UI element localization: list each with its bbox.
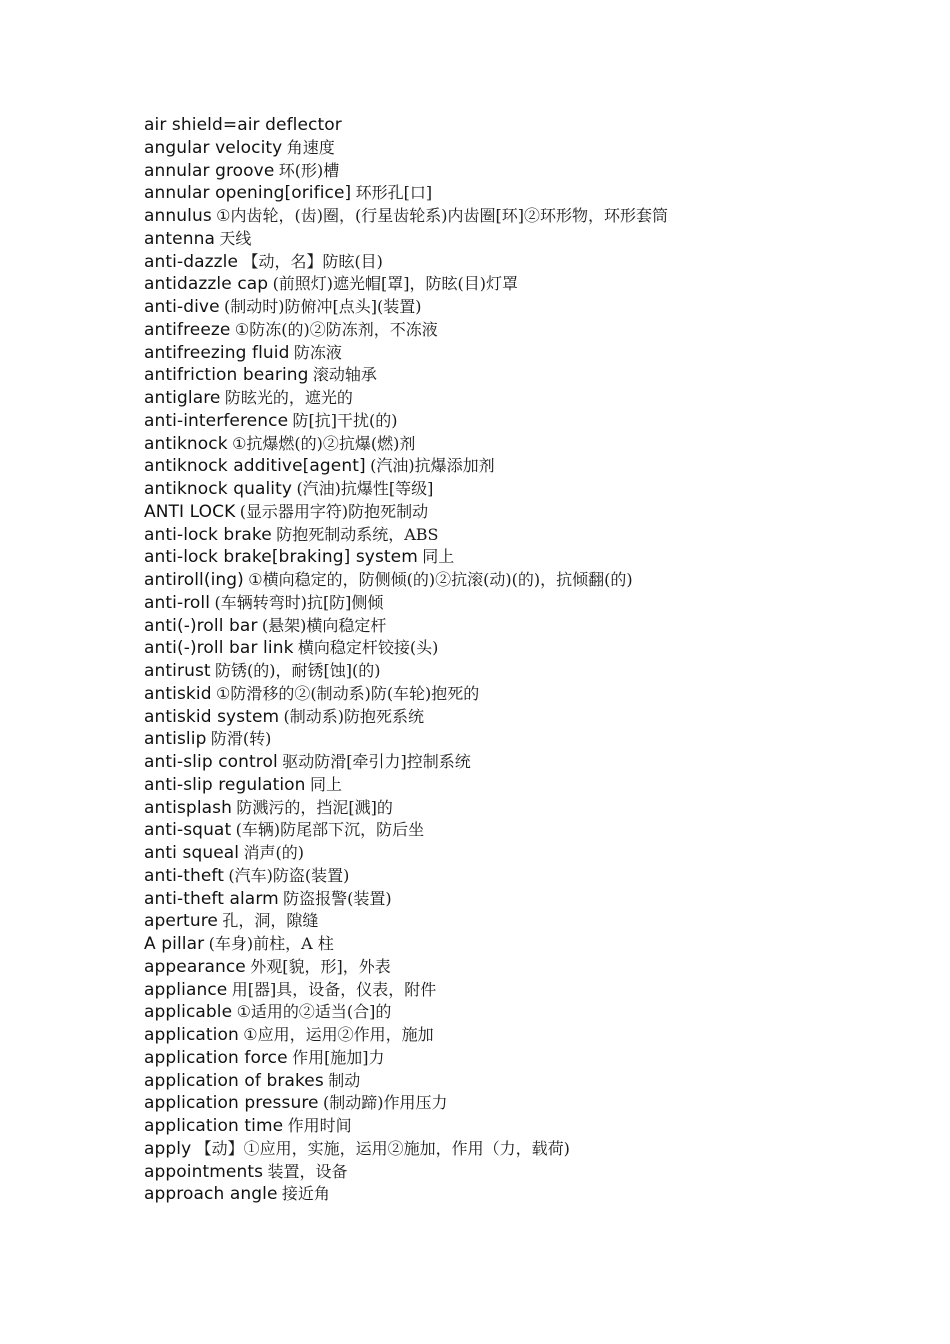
entry-definition: ①抗爆燃(的)②抗爆(燃)剂 bbox=[232, 433, 416, 453]
entry-definition: 角速度 bbox=[286, 137, 335, 157]
entry-definition: (车身)前柱，A 柱 bbox=[208, 934, 334, 953]
entry-term: application time bbox=[144, 1116, 284, 1136]
entry-definition: (汽油)抗爆添加剂 bbox=[370, 456, 495, 476]
glossary-list bbox=[144, 113, 924, 1205]
entry-term: annulus bbox=[144, 206, 212, 226]
entry-definition: 防抱死制动系统，ABS bbox=[276, 524, 439, 544]
entry-term: antifreeze bbox=[144, 319, 231, 340]
entry-term: anti-lock brake[braking] system bbox=[144, 547, 418, 568]
glossary-entry bbox=[144, 727, 924, 750]
glossary-entry bbox=[144, 568, 924, 591]
glossary-entry bbox=[144, 1023, 924, 1046]
entry-definition: ①横向稳定的，防侧倾(的)②抗滚(动)(的)，抗倾翻(的) bbox=[248, 570, 633, 589]
entry-definition: 作用时间 bbox=[287, 1116, 352, 1135]
glossary-entry bbox=[144, 955, 924, 978]
glossary-entry bbox=[144, 318, 924, 341]
glossary-entry bbox=[144, 136, 924, 159]
glossary-entry bbox=[144, 386, 924, 409]
entry-definition: 消声(的) bbox=[243, 843, 304, 862]
entry-term: antiglare bbox=[144, 388, 221, 408]
entry-term: antiskid bbox=[144, 683, 212, 704]
entry-term: antislip bbox=[144, 729, 207, 750]
glossary-entry bbox=[144, 1091, 924, 1114]
entry-definition: ①防滑移的②(制动系)防(车轮)抱死的 bbox=[215, 683, 480, 703]
entry-definition: 滚动轴承 bbox=[312, 365, 377, 385]
glossary-entry bbox=[144, 545, 924, 568]
entry-term: antifreezing fluid bbox=[144, 342, 290, 363]
glossary-entry bbox=[144, 272, 924, 295]
glossary-entry bbox=[144, 636, 924, 659]
entry-definition: ①防冻(的)②防冻剂，不冻液 bbox=[234, 319, 438, 339]
entry-definition: (显示器用字符)防抱死制动 bbox=[239, 501, 429, 521]
entry-definition: (汽油)抗爆性[等级] bbox=[296, 479, 434, 498]
glossary-entry bbox=[144, 454, 924, 477]
entry-definition: 用[器]具，设备，仪表，附件 bbox=[231, 979, 437, 999]
glossary-entry bbox=[144, 909, 924, 932]
glossary-entry bbox=[144, 1137, 924, 1160]
entry-definition: 天线 bbox=[219, 228, 252, 248]
entry-term: antidazzle cap bbox=[144, 274, 269, 295]
entry-term: A pillar bbox=[144, 934, 205, 954]
entry-term: appointments bbox=[144, 1161, 264, 1182]
entry-term: anti-theft bbox=[144, 865, 224, 886]
entry-definition: 防[抗]干扰(的) bbox=[292, 410, 398, 430]
glossary-entry bbox=[144, 477, 924, 500]
glossary-entry bbox=[144, 363, 924, 386]
glossary-entry bbox=[144, 887, 924, 910]
entry-term: anti-slip regulation bbox=[144, 774, 306, 795]
glossary-entry bbox=[144, 432, 924, 455]
entry-term: application of brakes bbox=[144, 1070, 324, 1091]
entry-term: air shield=air deflector bbox=[144, 115, 342, 135]
entry-term: aperture bbox=[144, 911, 218, 932]
entry-definition: 横向稳定杆铰接(头) bbox=[297, 638, 439, 658]
glossary-entry bbox=[144, 614, 924, 637]
glossary-entry bbox=[144, 159, 924, 182]
entry-term: application pressure bbox=[144, 1093, 319, 1114]
entry-definition: (车辆转弯时)抗[防]侧倾 bbox=[214, 592, 384, 612]
entry-term: anti-slip control bbox=[144, 752, 278, 772]
glossary-entry bbox=[144, 659, 924, 682]
entry-definition: 防滑(转) bbox=[210, 729, 272, 749]
entry-term: appliance bbox=[144, 979, 228, 1000]
entry-term: anti-theft alarm bbox=[144, 888, 279, 909]
glossary-entry bbox=[144, 773, 924, 796]
entry-term: antiknock additive[agent] bbox=[144, 456, 366, 477]
entry-definition: ①应用，运用②作用，施加 bbox=[243, 1025, 434, 1044]
glossary-entry bbox=[144, 1160, 924, 1183]
glossary-entry bbox=[144, 705, 924, 728]
entry-definition: 【动，名】防眩(目) bbox=[242, 251, 383, 271]
entry-definition: (悬架)横向稳定杆 bbox=[261, 615, 387, 635]
glossary-entry bbox=[144, 295, 924, 318]
entry-term: antiknock bbox=[144, 433, 228, 454]
entry-definition: (车辆)防尾部下沉，防后坐 bbox=[235, 820, 425, 840]
entry-term: applicable bbox=[144, 1002, 233, 1023]
entry-term: ANTI LOCK bbox=[144, 501, 236, 522]
entry-definition: 防眩光的，遮光的 bbox=[224, 388, 353, 407]
entry-term: antisplash bbox=[144, 797, 233, 818]
glossary-entry bbox=[144, 1000, 924, 1023]
entry-definition: (前照灯)遮光帽[罩]，防眩(目)灯罩 bbox=[272, 274, 519, 294]
glossary-entry bbox=[144, 682, 924, 705]
entry-definition: 作用[施加]力 bbox=[292, 1047, 385, 1067]
glossary-entry bbox=[144, 591, 924, 614]
entry-definition: 孔，洞，隙缝 bbox=[222, 911, 319, 931]
entry-term: appearance bbox=[144, 956, 246, 977]
glossary-entry bbox=[144, 409, 924, 432]
entry-definition: 同上 bbox=[309, 774, 342, 794]
entry-term: antiknock quality bbox=[144, 479, 293, 499]
entry-definition: ①内齿轮，(齿)圈，(行星齿轮系)内齿圈[环]②环形物，环形套筒 bbox=[216, 206, 668, 225]
glossary-entry bbox=[144, 818, 924, 841]
entry-definition: (制动时)防俯冲[点头](装置) bbox=[224, 297, 422, 316]
entry-term: antiskid system bbox=[144, 706, 280, 727]
entry-term: antirust bbox=[144, 661, 211, 681]
entry-definition: (汽车)防盗(装置) bbox=[228, 865, 350, 885]
entry-term: antifriction bearing bbox=[144, 365, 309, 386]
entry-definition: 制动 bbox=[328, 1070, 361, 1090]
entry-term: annular groove bbox=[144, 160, 275, 181]
entry-term: application bbox=[144, 1025, 239, 1045]
glossary-entry bbox=[144, 523, 924, 546]
entry-definition: 环(形)槽 bbox=[278, 160, 340, 180]
glossary-entry bbox=[144, 932, 924, 955]
entry-definition: 装置，设备 bbox=[267, 1161, 348, 1181]
entry-term: anti-dazzle bbox=[144, 251, 239, 272]
glossary-entry bbox=[144, 841, 924, 864]
entry-term: anti-roll bbox=[144, 592, 211, 613]
entry-definition: 防溅污的，挡泥[溅]的 bbox=[236, 797, 393, 817]
entry-definition: (制动系)防抱死系统 bbox=[283, 706, 425, 726]
entry-definition: 接近角 bbox=[281, 1184, 330, 1204]
glossary-entry bbox=[144, 978, 924, 1001]
glossary-entry bbox=[144, 1046, 924, 1069]
glossary-entry bbox=[144, 250, 924, 273]
entry-term: antenna bbox=[144, 228, 215, 249]
entry-definition: 外观[貌，形]，外表 bbox=[250, 956, 391, 976]
entry-definition: 同上 bbox=[422, 547, 455, 567]
entry-definition: ①适用的②适当(合]的 bbox=[236, 1002, 392, 1022]
glossary-entry bbox=[144, 204, 924, 227]
entry-term: anti-interference bbox=[144, 410, 289, 431]
glossary-entry bbox=[144, 1182, 924, 1205]
glossary-entry bbox=[144, 1069, 924, 1092]
entry-definition: 驱动防滑[牵引力]控制系统 bbox=[282, 752, 471, 771]
entry-definition: 【动】①应用，实施，运用②施加，作用（力，载荷) bbox=[195, 1138, 570, 1158]
entry-term: angular velocity bbox=[144, 137, 283, 158]
glossary-entry bbox=[144, 113, 924, 136]
entry-term: anti(-)roll bar bbox=[144, 615, 258, 636]
entry-term: annular opening[orifice] bbox=[144, 183, 352, 204]
entry-definition: 环形孔[口] bbox=[355, 183, 433, 203]
entry-definition: 防盗报警(装置) bbox=[283, 888, 392, 908]
entry-term: approach angle bbox=[144, 1184, 278, 1205]
entry-term: anti-dive bbox=[144, 297, 220, 317]
glossary-entry bbox=[144, 500, 924, 523]
entry-definition: 防锈(的)，耐锈[蚀](的) bbox=[215, 661, 381, 680]
glossary-entry bbox=[144, 227, 924, 250]
glossary-entry bbox=[144, 750, 924, 773]
entry-term: anti-lock brake bbox=[144, 524, 272, 545]
glossary-entry bbox=[144, 796, 924, 819]
entry-term: application force bbox=[144, 1047, 288, 1068]
entry-definition: (制动蹄)作用压力 bbox=[322, 1093, 448, 1113]
glossary-entry bbox=[144, 181, 924, 204]
entry-term: anti-squat bbox=[144, 820, 232, 841]
entry-term: anti squeal bbox=[144, 843, 240, 863]
entry-definition: 防冻液 bbox=[293, 342, 342, 362]
entry-term: antiroll(ing) bbox=[144, 570, 244, 590]
glossary-entry bbox=[144, 864, 924, 887]
glossary-entry bbox=[144, 341, 924, 364]
entry-term: anti(-)roll bar link bbox=[144, 638, 294, 659]
glossary-entry bbox=[144, 1114, 924, 1137]
entry-term: apply bbox=[144, 1138, 192, 1159]
